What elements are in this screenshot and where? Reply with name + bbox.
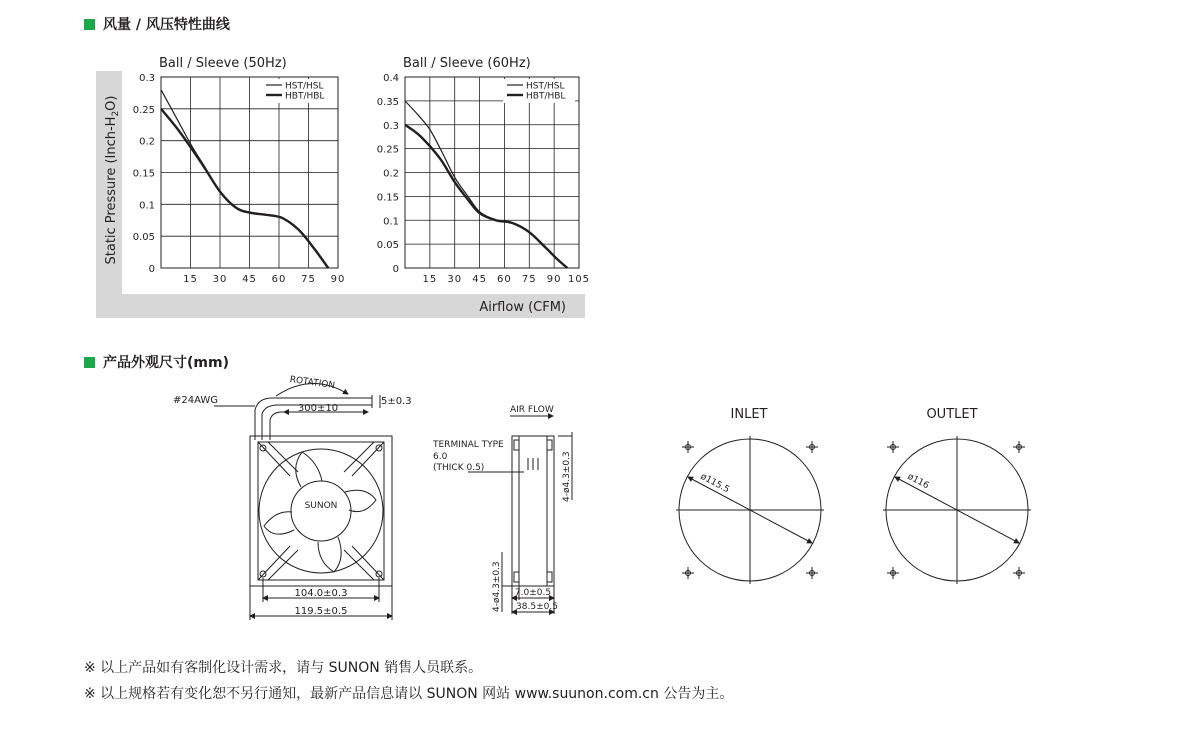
flange-thickness-label: 7.0±0.5: [514, 588, 552, 598]
note-customization: ※ 以上产品如有客制化设计需求，请与 SUNON 销售人员联系。: [84, 660, 483, 676]
x-tick-label: 30: [447, 274, 463, 285]
y-tick-label: 0.35: [376, 96, 399, 108]
front-view: [214, 383, 392, 620]
x-tick-label: 15: [183, 274, 198, 285]
x-tick-label: 90: [330, 274, 346, 285]
y-tick-label: 0.2: [139, 136, 155, 148]
y-tick-label: 0.15: [376, 192, 399, 204]
outlet-label: OUTLET: [926, 407, 978, 422]
brand-label: SUNON: [304, 501, 338, 511]
y-tick-label: 0.2: [383, 168, 399, 180]
chart-xlabel: Airflow (CFM): [479, 300, 566, 315]
air-flow-label: AIR FLOW: [510, 405, 554, 415]
frame-width-label: 119.5±0.5: [294, 606, 348, 617]
y-tick-label: 0.05: [376, 240, 399, 252]
series-line-hbt-hbl: [161, 109, 328, 268]
note-specification: ※ 以上规格若有变化恕不另行通知，最新产品信息请以 SUNON 网站 www.suunon.com.cn 公告为主。: [84, 686, 734, 702]
y-tick-label: 0.25: [376, 144, 399, 156]
chart-50hz: [133, 56, 346, 285]
legend-label: HST/HSL: [526, 81, 565, 92]
x-tick-label: 90: [546, 274, 562, 285]
y-tick-label: 0: [148, 264, 155, 275]
inlet-diameter-label: ø115.5: [698, 471, 731, 496]
fan-depth-label: 38.5±0.5: [516, 602, 558, 612]
chart-60hz: [377, 56, 590, 285]
chart-ylabel: Static Pressure $(Inch-H_2O)$: [104, 95, 121, 265]
legend-label: HBT/HBL: [526, 91, 566, 102]
x-tick-label: 75: [521, 274, 537, 285]
y-tick-label: 0.25: [132, 104, 155, 116]
y-tick-label: 0.1: [383, 216, 399, 228]
series-line-hst-hsl: [161, 90, 328, 268]
awg-label: #24AWG: [173, 395, 219, 406]
x-tick-label: 45: [472, 274, 487, 285]
y-tick-label: 0.1: [139, 200, 155, 212]
chart-title: Ball / Sleeve (60Hz): [403, 56, 531, 71]
x-tick-label: 105: [567, 274, 591, 285]
legend-label: HST/HSL: [285, 81, 324, 92]
inlet-view: [676, 436, 824, 584]
y-tick-label: 0.15: [132, 168, 155, 180]
hole-dim-left-label: 4-ø4.3±0.3: [492, 561, 502, 612]
legend-label: HBT/HBL: [285, 91, 325, 102]
terminal-size-label: 6.0: [433, 452, 448, 462]
charts-area: [0, 0, 1186, 330]
hole-spacing-label: 104.0±0.3: [294, 588, 348, 599]
y-tick-label: 0.4: [383, 73, 399, 84]
lead-length-label: 300±10: [297, 403, 339, 414]
x-tick-label: 75: [301, 274, 316, 285]
series-line-hst-hsl: [405, 101, 567, 268]
outlet-diameter-label: ø116: [905, 471, 931, 492]
front-view-labels: [173, 375, 412, 617]
dimension-drawings: [0, 370, 1186, 630]
y-tick-label: 0.3: [383, 120, 399, 132]
x-tick-label: 60: [497, 274, 512, 285]
green-square-bullet: [84, 357, 95, 368]
x-tick-label: 30: [212, 274, 228, 285]
hole-dim-right-label: 4-ø4.3±0.3: [562, 451, 572, 502]
section-header-dimensions: [84, 352, 229, 372]
rotation-label: ROTATION: [289, 374, 336, 392]
chart-title: Ball / Sleeve (50Hz): [159, 56, 287, 71]
outlet-view: [883, 436, 1031, 584]
x-tick-label: 15: [422, 274, 438, 285]
terminal-type-label: TERMINAL TYPE: [433, 440, 504, 450]
x-tick-label: 60: [271, 274, 287, 285]
inlet-label: INLET: [730, 407, 768, 422]
y-tick-label: 0.05: [132, 232, 155, 244]
y-tick-label: 0: [392, 264, 399, 275]
strip-length-label: 5±0.3: [381, 396, 412, 407]
section-title-dimensions: 产品外观尺寸(mm): [103, 355, 229, 371]
section-title-curves: 风量 / 风压特性曲线: [103, 17, 230, 33]
x-tick-label: 45: [242, 274, 257, 285]
terminal-thick-label: (THICK 0.5): [433, 463, 485, 473]
y-tick-label: 0.3: [139, 73, 155, 84]
